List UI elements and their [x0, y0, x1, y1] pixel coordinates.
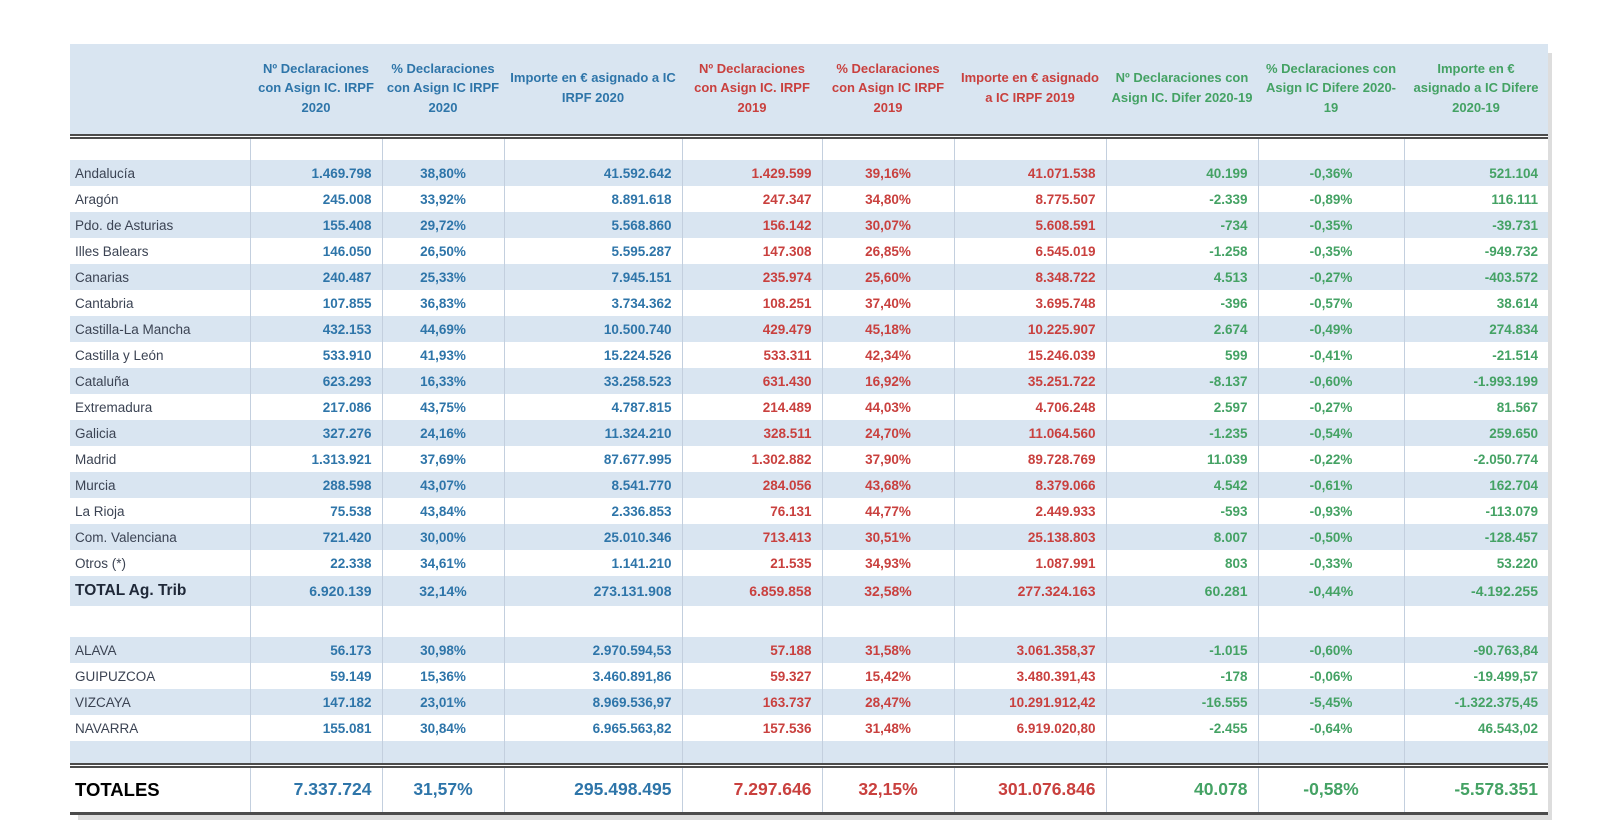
spacer-cell [682, 606, 822, 637]
value-cell-i_2019: 8.775.507 [954, 186, 1106, 212]
spacer-cell [504, 606, 682, 637]
value-cell-i_dif: -949.732 [1404, 238, 1548, 264]
value-cell-n_dif: 4.542 [1106, 472, 1258, 498]
value-cell-n_2019: 235.974 [682, 264, 822, 290]
value-cell-i_2020: 87.677.995 [504, 446, 682, 472]
spacer-cell [1258, 741, 1404, 765]
value-cell-n_2019: 631.430 [682, 368, 822, 394]
spacer-cell [382, 741, 504, 765]
spacer-cell [822, 606, 954, 637]
value-cell-n_dif: 2.597 [1106, 394, 1258, 420]
value-cell-p_dif: -0,49% [1258, 316, 1404, 342]
value-cell-n_dif: -1.258 [1106, 238, 1258, 264]
value-cell-p_2019: 15,42% [822, 663, 954, 689]
table-row [70, 368, 1548, 394]
value-cell-i_2020: 7.945.151 [504, 264, 682, 290]
value-cell-n_2019: 156.142 [682, 212, 822, 238]
value-cell-p_2019: 30,07% [822, 212, 954, 238]
value-cell-p_2019: 39,16% [822, 160, 954, 186]
value-cell-p_2020: 32,14% [382, 576, 504, 606]
value-cell-i_2020: 5.595.287 [504, 238, 682, 264]
value-cell-p_dif: -0,35% [1258, 212, 1404, 238]
table-row [70, 420, 1548, 446]
value-cell-n_dif: -8.137 [1106, 368, 1258, 394]
col-header-importe-diff: Importe en € asignado a IC Difere 2020-19 [1404, 44, 1548, 136]
value-cell-i_dif: -90.763,84 [1404, 637, 1548, 663]
col-header-pct-decl-diff: % Declaraciones con Asign IC Difere 2020-19 [1258, 44, 1404, 136]
table-row [70, 715, 1548, 741]
value-cell-n_2019: 147.308 [682, 238, 822, 264]
value-cell-n_dif: 8.007 [1106, 524, 1258, 550]
value-cell-p_2020: 41,93% [382, 342, 504, 368]
value-cell-p_2019: 44,77% [822, 498, 954, 524]
value-cell-n_2019: 214.489 [682, 394, 822, 420]
value-cell-i_2019: 15.246.039 [954, 342, 1106, 368]
value-cell-n_2020: 6.920.139 [250, 576, 382, 606]
value-cell-i_dif: 116.111 [1404, 186, 1548, 212]
spacer-cell [250, 136, 382, 160]
value-cell-p_2019: 34,80% [822, 186, 954, 212]
value-cell-p_dif: -0,27% [1258, 264, 1404, 290]
table-row [70, 264, 1548, 290]
value-cell-i_2019: 3.480.391,43 [954, 663, 1106, 689]
value-cell-n_dif: 40.078 [1106, 768, 1258, 814]
value-cell-i_dif: 162.704 [1404, 472, 1548, 498]
value-cell-n_dif: -178 [1106, 663, 1258, 689]
value-cell-i_2020: 25.010.346 [504, 524, 682, 550]
value-cell-i_2020: 273.131.908 [504, 576, 682, 606]
region-label: Cantabria [70, 290, 250, 316]
value-cell-p_2019: 28,47% [822, 689, 954, 715]
table-row [70, 394, 1548, 420]
value-cell-n_2019: 713.413 [682, 524, 822, 550]
spacer-cell [70, 741, 250, 765]
value-cell-n_dif: 803 [1106, 550, 1258, 576]
spacer-cell [1106, 741, 1258, 765]
spacer-row [70, 606, 1548, 637]
value-cell-p_2020: 30,00% [382, 524, 504, 550]
value-cell-n_dif: 599 [1106, 342, 1258, 368]
value-cell-p_dif: -0,61% [1258, 472, 1404, 498]
spacer-cell [1258, 606, 1404, 637]
value-cell-p_dif: -0,35% [1258, 238, 1404, 264]
value-cell-p_dif: -0,50% [1258, 524, 1404, 550]
spacer-cell [1404, 136, 1548, 160]
value-cell-i_2019: 11.064.560 [954, 420, 1106, 446]
value-cell-p_dif: -0,06% [1258, 663, 1404, 689]
value-cell-p_2019: 16,92% [822, 368, 954, 394]
value-cell-p_2019: 37,40% [822, 290, 954, 316]
col-header-region [70, 44, 250, 136]
region-label: Otros (*) [70, 550, 250, 576]
region-label: VIZCAYA [70, 689, 250, 715]
value-cell-p_2020: 24,16% [382, 420, 504, 446]
region-label: Illes Balears [70, 238, 250, 264]
region-label: GUIPUZCOA [70, 663, 250, 689]
spacer-cell [822, 136, 954, 160]
value-cell-p_2020: 31,57% [382, 768, 504, 814]
value-cell-i_dif: 53.220 [1404, 550, 1548, 576]
value-cell-n_2019: 284.056 [682, 472, 822, 498]
value-cell-n_dif: -16.555 [1106, 689, 1258, 715]
value-cell-i_2020: 2.970.594,53 [504, 637, 682, 663]
value-cell-n_2019: 1.429.599 [682, 160, 822, 186]
value-cell-n_2020: 288.598 [250, 472, 382, 498]
value-cell-i_2019: 4.706.248 [954, 394, 1106, 420]
value-cell-n_2020: 1.469.798 [250, 160, 382, 186]
region-label: Aragón [70, 186, 250, 212]
value-cell-i_2019: 6.545.019 [954, 238, 1106, 264]
region-label: ALAVA [70, 637, 250, 663]
table-row [70, 238, 1548, 264]
value-cell-p_2019: 45,18% [822, 316, 954, 342]
value-cell-i_2020: 10.500.740 [504, 316, 682, 342]
value-cell-n_2019: 59.327 [682, 663, 822, 689]
value-cell-i_2019: 3.695.748 [954, 290, 1106, 316]
value-cell-n_dif: 60.281 [1106, 576, 1258, 606]
value-cell-n_2019: 21.535 [682, 550, 822, 576]
spacer-cell [70, 136, 250, 160]
value-cell-p_dif: -0,33% [1258, 550, 1404, 576]
value-cell-p_dif: -0,44% [1258, 576, 1404, 606]
spacer-cell [1106, 606, 1258, 637]
region-label: TOTAL Ag. Trib [70, 576, 250, 606]
spacer-cell [250, 741, 382, 765]
value-cell-n_2020: 75.538 [250, 498, 382, 524]
value-cell-p_2019: 31,58% [822, 637, 954, 663]
value-cell-n_2019: 1.302.882 [682, 446, 822, 472]
value-cell-i_2020: 2.336.853 [504, 498, 682, 524]
value-cell-n_dif: -2.455 [1106, 715, 1258, 741]
value-cell-i_2020: 8.891.618 [504, 186, 682, 212]
value-cell-n_2019: 76.131 [682, 498, 822, 524]
value-cell-i_dif: -113.079 [1404, 498, 1548, 524]
value-cell-p_dif: -0,41% [1258, 342, 1404, 368]
spacer-cell [504, 136, 682, 160]
table-row [70, 160, 1548, 186]
spacer-cell [822, 741, 954, 765]
value-cell-i_dif: 521.104 [1404, 160, 1548, 186]
value-cell-p_dif: -0,22% [1258, 446, 1404, 472]
value-cell-p_2019: 32,15% [822, 768, 954, 814]
value-cell-i_2019: 5.608.591 [954, 212, 1106, 238]
spacer-cell [954, 606, 1106, 637]
value-cell-p_2020: 34,61% [382, 550, 504, 576]
spacer-cell [504, 741, 682, 765]
value-cell-p_dif: -0,93% [1258, 498, 1404, 524]
value-cell-n_2020: 7.337.724 [250, 768, 382, 814]
value-cell-p_2020: 38,80% [382, 160, 504, 186]
region-label: Galicia [70, 420, 250, 446]
value-cell-i_dif: 46.543,02 [1404, 715, 1548, 741]
value-cell-i_dif: -2.050.774 [1404, 446, 1548, 472]
value-cell-i_dif: -403.572 [1404, 264, 1548, 290]
asignacion-irpf-table [70, 44, 1548, 815]
value-cell-p_2020: 37,69% [382, 446, 504, 472]
value-cell-n_2019: 533.311 [682, 342, 822, 368]
value-cell-i_2019: 6.919.020,80 [954, 715, 1106, 741]
value-cell-p_dif: -0,27% [1258, 394, 1404, 420]
value-cell-n_dif: 4.513 [1106, 264, 1258, 290]
region-label: Extremadura [70, 394, 250, 420]
region-label: Canarias [70, 264, 250, 290]
table-row [70, 186, 1548, 212]
table-row [70, 342, 1548, 368]
table-row [70, 472, 1548, 498]
value-cell-i_2020: 5.568.860 [504, 212, 682, 238]
region-label: La Rioja [70, 498, 250, 524]
value-cell-p_dif: -0,60% [1258, 368, 1404, 394]
spacer-cell [1404, 741, 1548, 765]
value-cell-i_dif: 38.614 [1404, 290, 1548, 316]
region-label: Com. Valenciana [70, 524, 250, 550]
value-cell-n_2019: 429.479 [682, 316, 822, 342]
value-cell-n_2020: 533.910 [250, 342, 382, 368]
value-cell-i_2019: 3.061.358,37 [954, 637, 1106, 663]
value-cell-i_dif: 81.567 [1404, 394, 1548, 420]
spacer-cell [250, 606, 382, 637]
value-cell-n_2019: 328.511 [682, 420, 822, 446]
value-cell-n_dif: -396 [1106, 290, 1258, 316]
col-header-pct-decl-2019: % Declaraciones con Asign IC IRPF 2019 [822, 44, 954, 136]
col-header-importe-2020: Importe en € asignado a IC IRPF 2020 [504, 44, 682, 136]
value-cell-i_2020: 33.258.523 [504, 368, 682, 394]
value-cell-n_2019: 247.347 [682, 186, 822, 212]
value-cell-p_2020: 26,50% [382, 238, 504, 264]
value-cell-p_dif: -5,45% [1258, 689, 1404, 715]
spacer-cell [382, 136, 504, 160]
value-cell-i_dif: -1.322.375,45 [1404, 689, 1548, 715]
value-cell-i_dif: -1.993.199 [1404, 368, 1548, 394]
value-cell-n_2020: 623.293 [250, 368, 382, 394]
table-body [70, 136, 1548, 814]
table-row [70, 316, 1548, 342]
region-label: Andalucía [70, 160, 250, 186]
value-cell-p_2020: 30,84% [382, 715, 504, 741]
value-cell-n_2020: 245.008 [250, 186, 382, 212]
value-cell-n_2019: 163.737 [682, 689, 822, 715]
value-cell-i_2019: 301.076.846 [954, 768, 1106, 814]
spacer-cell [1404, 606, 1548, 637]
value-cell-p_2020: 44,69% [382, 316, 504, 342]
col-header-pct-decl-2020: % Declaraciones con Asign IC IRPF 2020 [382, 44, 504, 136]
value-cell-i_dif: 274.834 [1404, 316, 1548, 342]
value-cell-i_2019: 89.728.769 [954, 446, 1106, 472]
value-cell-p_2019: 44,03% [822, 394, 954, 420]
value-cell-p_2019: 37,90% [822, 446, 954, 472]
value-cell-i_dif: 259.650 [1404, 420, 1548, 446]
value-cell-p_2020: 16,33% [382, 368, 504, 394]
table-row [70, 290, 1548, 316]
value-cell-p_2020: 15,36% [382, 663, 504, 689]
value-cell-n_dif: 40.199 [1106, 160, 1258, 186]
value-cell-p_2019: 25,60% [822, 264, 954, 290]
value-cell-i_dif: -39.731 [1404, 212, 1548, 238]
table-row [70, 212, 1548, 238]
table-row [70, 446, 1548, 472]
header-row [70, 44, 1548, 136]
value-cell-p_dif: -0,60% [1258, 637, 1404, 663]
value-cell-p_dif: -0,58% [1258, 768, 1404, 814]
value-cell-i_2019: 10.291.912,42 [954, 689, 1106, 715]
spacer-cell [382, 606, 504, 637]
asignacion-irpf-table-wrap [70, 44, 1548, 815]
value-cell-p_2020: 36,83% [382, 290, 504, 316]
spacer-cell [1258, 136, 1404, 160]
value-cell-p_2020: 29,72% [382, 212, 504, 238]
value-cell-n_dif: -2.339 [1106, 186, 1258, 212]
value-cell-i_2020: 295.498.495 [504, 768, 682, 814]
value-cell-n_2019: 6.859.858 [682, 576, 822, 606]
value-cell-i_2020: 6.965.563,82 [504, 715, 682, 741]
subtotal-row [70, 576, 1548, 606]
region-label: Cataluña [70, 368, 250, 394]
spacer-row [70, 741, 1548, 765]
col-header-importe-2019: Importe en € asignado a IC IRPF 2019 [954, 44, 1106, 136]
value-cell-p_2019: 24,70% [822, 420, 954, 446]
value-cell-i_dif: -21.514 [1404, 342, 1548, 368]
value-cell-p_dif: -0,64% [1258, 715, 1404, 741]
region-label: Pdo. de Asturias [70, 212, 250, 238]
value-cell-p_2019: 32,58% [822, 576, 954, 606]
value-cell-i_2019: 25.138.803 [954, 524, 1106, 550]
value-cell-n_2020: 432.153 [250, 316, 382, 342]
value-cell-p_2020: 25,33% [382, 264, 504, 290]
value-cell-i_dif: -128.457 [1404, 524, 1548, 550]
value-cell-i_2020: 41.592.642 [504, 160, 682, 186]
value-cell-p_2020: 43,84% [382, 498, 504, 524]
value-cell-p_dif: -0,57% [1258, 290, 1404, 316]
value-cell-i_2019: 35.251.722 [954, 368, 1106, 394]
value-cell-p_2020: 23,01% [382, 689, 504, 715]
value-cell-n_2020: 56.173 [250, 637, 382, 663]
region-label: Murcia [70, 472, 250, 498]
value-cell-i_2020: 1.141.210 [504, 550, 682, 576]
value-cell-i_dif: -19.499,57 [1404, 663, 1548, 689]
value-cell-n_dif: -1.235 [1106, 420, 1258, 446]
value-cell-i_2020: 3.460.891,86 [504, 663, 682, 689]
table-row [70, 689, 1548, 715]
value-cell-n_dif: 2.674 [1106, 316, 1258, 342]
value-cell-i_dif: -5.578.351 [1404, 768, 1548, 814]
value-cell-i_2019: 41.071.538 [954, 160, 1106, 186]
value-cell-p_dif: -0,54% [1258, 420, 1404, 446]
value-cell-p_2020: 43,07% [382, 472, 504, 498]
region-label: NAVARRA [70, 715, 250, 741]
value-cell-n_2019: 7.297.646 [682, 768, 822, 814]
value-cell-i_2019: 8.348.722 [954, 264, 1106, 290]
table-row [70, 524, 1548, 550]
value-cell-n_dif: 11.039 [1106, 446, 1258, 472]
spacer-cell [954, 741, 1106, 765]
value-cell-n_dif: -734 [1106, 212, 1258, 238]
value-cell-n_2020: 155.081 [250, 715, 382, 741]
table-row [70, 637, 1548, 663]
value-cell-i_2019: 10.225.907 [954, 316, 1106, 342]
value-cell-n_2020: 146.050 [250, 238, 382, 264]
value-cell-i_2020: 11.324.210 [504, 420, 682, 446]
value-cell-p_2020: 33,92% [382, 186, 504, 212]
value-cell-p_2019: 42,34% [822, 342, 954, 368]
value-cell-p_2019: 43,68% [822, 472, 954, 498]
col-header-num-decl-2019: Nº Declaraciones con Asign IC. IRPF 2019 [682, 44, 822, 136]
value-cell-i_2019: 1.087.991 [954, 550, 1106, 576]
table-row [70, 498, 1548, 524]
region-label: Castilla-La Mancha [70, 316, 250, 342]
value-cell-i_2020: 8.969.536,97 [504, 689, 682, 715]
spacer-row [70, 136, 1548, 160]
value-cell-i_2020: 3.734.362 [504, 290, 682, 316]
value-cell-i_dif: -4.192.255 [1404, 576, 1548, 606]
value-cell-p_dif: -0,36% [1258, 160, 1404, 186]
grand-total-row [70, 768, 1548, 814]
col-header-num-decl-diff: Nº Declaraciones con Asign IC. Difer 2020-19 [1106, 44, 1258, 136]
spacer-cell [1106, 136, 1258, 160]
value-cell-n_2020: 1.313.921 [250, 446, 382, 472]
value-cell-n_2020: 240.487 [250, 264, 382, 290]
col-header-num-decl-2020: Nº Declaraciones con Asign IC. IRPF 2020 [250, 44, 382, 136]
value-cell-p_2019: 30,51% [822, 524, 954, 550]
value-cell-n_2020: 721.420 [250, 524, 382, 550]
value-cell-i_2019: 277.324.163 [954, 576, 1106, 606]
value-cell-n_dif: -1.015 [1106, 637, 1258, 663]
value-cell-i_2020: 4.787.815 [504, 394, 682, 420]
value-cell-p_2020: 43,75% [382, 394, 504, 420]
region-label: Castilla y León [70, 342, 250, 368]
value-cell-i_2019: 2.449.933 [954, 498, 1106, 524]
value-cell-n_2019: 57.188 [682, 637, 822, 663]
value-cell-n_2019: 157.536 [682, 715, 822, 741]
table-row [70, 550, 1548, 576]
spacer-cell [70, 606, 250, 637]
value-cell-n_2020: 147.182 [250, 689, 382, 715]
table-row [70, 663, 1548, 689]
spacer-cell [682, 136, 822, 160]
value-cell-p_2019: 26,85% [822, 238, 954, 264]
value-cell-i_2020: 8.541.770 [504, 472, 682, 498]
spacer-cell [682, 741, 822, 765]
value-cell-p_2020: 30,98% [382, 637, 504, 663]
value-cell-p_2019: 34,93% [822, 550, 954, 576]
value-cell-p_dif: -0,89% [1258, 186, 1404, 212]
value-cell-i_2020: 15.224.526 [504, 342, 682, 368]
value-cell-n_2019: 108.251 [682, 290, 822, 316]
value-cell-p_2019: 31,48% [822, 715, 954, 741]
value-cell-n_dif: -593 [1106, 498, 1258, 524]
value-cell-n_2020: 107.855 [250, 290, 382, 316]
region-label: Madrid [70, 446, 250, 472]
value-cell-n_2020: 59.149 [250, 663, 382, 689]
value-cell-i_2019: 8.379.066 [954, 472, 1106, 498]
region-label: TOTALES [70, 768, 250, 814]
value-cell-n_2020: 22.338 [250, 550, 382, 576]
value-cell-n_2020: 155.408 [250, 212, 382, 238]
spacer-cell [954, 136, 1106, 160]
value-cell-n_2020: 217.086 [250, 394, 382, 420]
table-header [70, 44, 1548, 136]
value-cell-n_2020: 327.276 [250, 420, 382, 446]
